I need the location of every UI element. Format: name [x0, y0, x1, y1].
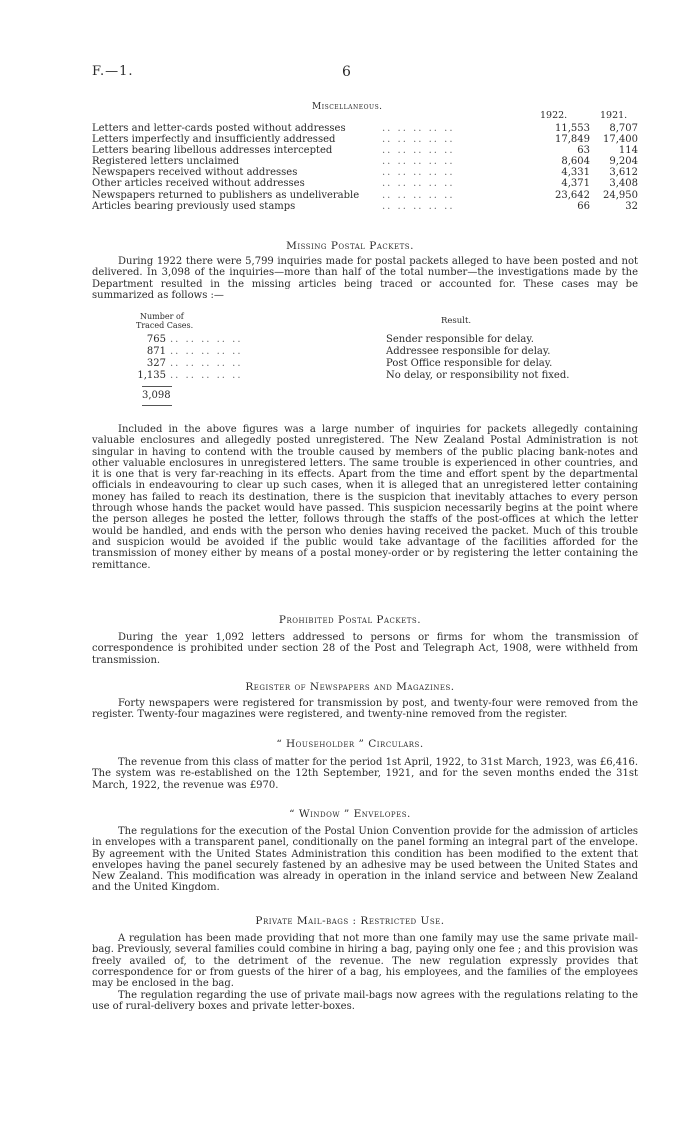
year-1922-header: 1922. — [540, 110, 568, 121]
year-1921-header: 1921. — [600, 110, 628, 121]
table-row: Articles bearing previously used stamps .. .. .. .. .. 66 32 — [92, 200, 638, 212]
traced-cases-header-line1: Number of — [140, 312, 184, 321]
householder-title: “ Householder ” Circulars. — [276, 738, 424, 750]
register-title: Register of Newspapers and Magazines. — [245, 681, 455, 693]
miscellaneous-title: Miscellaneous. — [312, 102, 383, 112]
traced-row: 765 .. .. .. .. .. Sender responsible for delay. — [146, 334, 534, 345]
private-mailbags-body-2: The regulation regarding the use of private mail-bags now agrees with the regulations relating to the use of rural-delivery boxes and private letter-boxes. — [92, 990, 638, 1013]
missing-packets-intro: During 1922 there were 5,799 inquiries made for postal packets alleged to have been posted and not delivered. In 3,098 of the inquiries—more than half of the total number—the investigations made by the Department resulted in the missing articles being traced or accounted for. These cases may be summarized as follows :— — [92, 256, 638, 301]
traced-row: 327 .. .. .. .. .. Post Office responsible for delay. — [146, 358, 553, 369]
private-mailbags-body-1: A regulation has been made providing that not more than one family may use the same private mail-bag. Previously, several families could combine in hiring a bag, paying only one fee ; and this provision was freely availed of, to the detriment of the revenue. The new regulation expressly provides that correspondence for or from guests of the hirer of a bag, his employees, and the families of the employees may be enclosed in the bag. — [92, 933, 638, 990]
table-row: Newspapers received without addresses .. .. .. .. .. 4,331 3,612 — [92, 167, 638, 179]
table-row: Registered letters unclaimed .. .. .. .. .. 8,604 9,204 — [92, 156, 638, 168]
result-header: Result. — [441, 316, 472, 326]
table-row: Letters imperfectly and insufficiently addressed .. .. .. .. .. 17,849 17,400 — [92, 134, 638, 146]
private-mailbags-title: Private Mail-bags : Restricted Use. — [255, 915, 445, 927]
table-row: Other articles received without addresses .. .. .. .. .. 4,371 3,408 — [92, 178, 638, 190]
page-number: 6 — [342, 64, 351, 80]
register-body: Forty newspapers were registered for transmission by post, and twenty-four were removed from the register. Twenty-four magazines were registered, and twenty-nine removed from the register. — [92, 698, 638, 721]
prohibited-packets-body: During the year 1,092 letters addressed to persons or firms for whom the transmission of correspondence is prohibited under section 28 of the Post and Telegraph Act, 1908, were withheld from transmission. — [92, 632, 638, 666]
window-envelopes-body: The regulations for the execution of the Postal Union Convention provide for the admission of articles in envelopes with a transparent panel, conditionally on the panel forming an integral part of the envelope. By agreement with the United States Administration this condition has been modified to the extent that envelopes having the panel securely fastened by an adhesive may be used between the United States and New Zealand. This modification was already in operation in the inland service and between New Zealand and the United Kingdom. — [92, 826, 638, 894]
window-envelopes-title: “ Window ” Envelopes. — [289, 808, 411, 820]
traced-total: 3,098 — [142, 390, 171, 401]
traced-row: 871 .. .. .. .. .. Addressee responsible for delay. — [146, 346, 551, 357]
total-rule-top — [142, 386, 172, 387]
prohibited-packets-title: Prohibited Postal Packets. — [278, 614, 422, 626]
miscellaneous-table — [92, 123, 638, 212]
table-row: Letters bearing libellous addresses intercepted .. .. .. .. .. 63 114 — [92, 145, 638, 157]
table-row: Newspapers returned to publishers as undeliverable .. .. .. .. .. 23,642 24,950 — [92, 189, 638, 201]
traced-cases-header-line2: Traced Cases. — [136, 321, 194, 330]
missing-packets-title: Missing Postal Packets. — [286, 240, 414, 252]
traced-row: 1,135 .. .. .. .. .. No delay, or responsibility not fixed. — [137, 370, 570, 381]
missing-packets-body: Included in the above figures was a large number of inquiries for packets allegedly containing valuable enclosures and allegedly posted unregistered. The New Zealand Postal Administration is not singular in having to contend with the trouble caused by members of the public placing bank-notes and other valuable enclosures in unregistered letters. The same trouble is experienced in other countries, and it is one that is very far-reaching in its effects. Apart from the time and effort spent by the departmental officials in endeavouring to clear up such cases, when it is alleged that an unregistered letter containing money has failed to reach its destination, there is the suspicion that inevitably attaches to every person through whose hands the packet would have passed. This suspicion necessarily begins at the point where the person alleges he posted the letter, follows through the staffs of the post-offices at which the letter would be handled, and ends with the person who denies having received the packet. Much of this trouble and suspicion would be avoided if the public would take advantage of the facilities afforded for the transmission of money either by means of a postal money-order or by registering the letter containing the remittance. — [92, 424, 638, 571]
report-reference: F.—1. — [92, 64, 134, 79]
householder-body: The revenue from this class of matter for the period 1st April, 1922, to 31st March, 1923, was £6,416. The system was re-established on the 12th September, 1921, and for the seven months ended the 31st March, 1922, the revenue was £970. — [92, 757, 638, 791]
table-row: Letters and letter-cards posted without addresses .. .. .. .. .. 11,553 8,707 — [92, 123, 638, 134]
total-rule-bottom — [142, 405, 172, 406]
